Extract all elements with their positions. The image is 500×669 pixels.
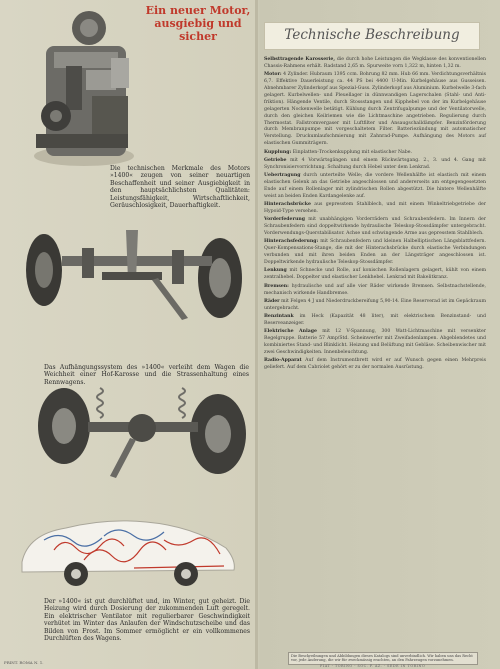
spec-item: Hinterachsbrücke aus gepresstem Stahlblech, und mit einem Winkeltriebgetriebe der Hypoid-Type versehen. xyxy=(264,202,486,214)
spec-item: Bremsen: hydraulische und auf alle vier Räder wirkende Bremsen. Selbstnachstellende, mechanisch wirkende Handbremse. xyxy=(264,283,486,296)
suspension-caption: Das Aufhängungssystem des »1400« verleiht dem Wagen die Weichheit einer Hof-Karosse und die Strassenhaltung eines Rennwagens. xyxy=(44,364,249,386)
engine-headline: Ein neuer Motor, ausgiebig und sicher xyxy=(145,4,251,43)
spec-list xyxy=(264,57,486,373)
spec-item: Lenkung mit Schnecke und Rolle, auf konischen Rollenlagern gelagert, kühlt von einem zentralhebel. Doppelter und elastischer Lenkhebel. Lenkrad mit Bakelitkranz. xyxy=(264,268,486,281)
printer-mark: PRINT. ROMA N. 1. xyxy=(4,660,44,665)
spec-item: Vorderfederung mit unabhängigen Vorderrädern und Schraubenfedern. Im Innern der Schraubenfedern sind doppeltwirkende hydraulische Teleskop-Stossdämpfer untergebracht. Vorderwendungs-Querstabilisator. Achse und schwingende Arme aus gepresstem Stahlblech. xyxy=(264,217,486,237)
car-heating-diagram xyxy=(14,510,242,592)
spec-item: Räder mit Felgen 4 J und Niederdruckbereifung 5,90-14. Eine Reserverad ist im Gepäckraum untergebracht. xyxy=(264,298,486,311)
fold-line xyxy=(255,0,258,669)
rear-suspension-illustration xyxy=(30,378,252,482)
spec-item: Kupplung: Einplatten-Trockenkupplung mit elastischer Nabe. xyxy=(264,149,412,155)
spec-item: Uebertragung durch unterteilte Welle; die vordere Wellenhälfte ist elastisch mit einem elastischen Gelenk an das Getriebe angeschlossen und andererseits am entgegengesetzten Ende auf einem Rollenlager mit zylindrischen Rollen abgestützt. Die hintere Wellenhälfte weist an beiden Enden Kardangelenke auf. xyxy=(264,173,486,199)
imprint-line: FIAT - TORINO - SOC. P. AZ. - SEDE IN TORINO xyxy=(320,664,426,668)
heating-caption: Der »1400« ist gut durchlüftet und, im Winter, gut geheizt. Die Heizung wird durch Dosierung der zukommenden Luft geregelt. Ein elektrischer Ventilator mit regulierbarer Geschwindigkeit verhütet im Winter das Anlaufen der Windschutzscheibe und das Bilden von Frost. Im Sommer ermöglicht er ein vollkommenes Durchlüften des Wagens. xyxy=(44,598,250,643)
engine-illustration xyxy=(26,6,142,171)
page-title: Technische Beschreibung xyxy=(284,27,460,43)
spec-item: Elektrische Anlage mit 12 V-Spannung, 300 Watt-Lichtmaschine mit versenkter Regelgruppe. Batterie 57 Amp/Std. Scheinwerfer mit Zweifadenlampen. Abgeblendetes und kombiniertes Stand- und Blinklicht. Heizung und Belüftung mit Gebläse. Scheibenwischer mit zwei Geschwindigkeiten. Innenbeleuchtung. xyxy=(264,329,486,355)
spec-item: Hinterachsfederung: mit Schraubenfedern und kleinen Halbelliptischen Längsblattfedern. Quer-Kompensations-Stange, die mit der Hinterachsbrücke durch elastische Verbindungen verbunden und mit ihren beiden Enden an der Längsträger angeschlossen ist. Doppeltwirkende hydraulische Teleskop-Stossdämpfer. xyxy=(264,239,486,266)
spec-item: Radio-Apparat Auf dem Instrumentbrett wird er auf Wunsch gegen einen Mehrpreis geliefert. Auf dem Cabriolet gehört er zu der normalen Ausrüstung. xyxy=(264,358,486,371)
front-suspension-illustration xyxy=(22,220,250,330)
engine-caption: Die technischen Merkmale des Motors »1400« zeugen von seiner neuartigen Beschaffenheit und seiner Ausgiebigkeit in den hauptsächlichsten Qualitäten: Leistungsfähigkeit, Wirtschaftlichkeit, Geräuschlosigkeit, Dauerhaftigkeit. xyxy=(110,165,250,210)
title-box xyxy=(264,22,480,50)
spec-item: Benzintank im Heck (Kapazität 48 liter), mit elektrischem Benzinstand- und Reserveanzeiger. xyxy=(264,314,487,326)
spec-item: Selbsttragende Karosserie, die durch hohe Leistungen die Wegklasse des konventionellen Chassis-Rahmens erhält. Radstand 2,65 m. Spurweite vorn 1,322 m, hinten 1,32 m. xyxy=(264,57,486,69)
disclaimer-note: Die Beschreibungen und Abbildungen dieses Katalogs sind unverbindlich. Wir haben uns das Recht vor, jede Änderung, die wir für zweckmässig erachten, an den Fahrzeugen vorzunehmen. xyxy=(288,652,478,665)
spec-item: Getriebe mit 4 Vorwärtsgängen und einem Rückwärtsgang. 2., 3. und 4. Gang mit Synchronisiervorrichtung. Schaltung durch Hebel unter dem Lenkrad. xyxy=(264,157,486,170)
spec-item: Motor: 4 Zylinder. Hubraum 1395 ccm. Bohrung 82 mm. Hub 66 mm. Verdichtungsverhältnis 6,7. Effektive Dauerleistung ca. 44 PS bei 4400 U-Min. Kurbelgehäuse aus Gusseisen. Abnehmbarer Zylinderkopf aus Spezial-Guss. Zylinderkopf aus Aluminium. Kurbelwelle 3-fach gelagert. Kurbelwellen- und Pleuellager in dünnwandigen Lagerschalen (Stahl- und Anti-friktion). Hängende Ventile, durch Stossstangen und Kipphebel von der im Kurbelgehäuse gelagerten Nockenwelle betätigt. Kühlung durch Zentrifugalpumpe und der Ventilatorwelle, durch den gleichen Keilriemen wie die Lichtmaschine angetrieben. Regulierung durch Thermostat. Fallstromvergaser mit Luftfilter und Ansaugschalldämpfer. Benzinförderung durch Membranpumpe mit vorgeschaltetem Filter. Batteriezündung mit automatischer Verstellung. Druckumlaufschmierung mit Zahnrad-Pumpe. Aufhängung des Motors auf elastischen Gummiträgern. xyxy=(264,72,487,147)
